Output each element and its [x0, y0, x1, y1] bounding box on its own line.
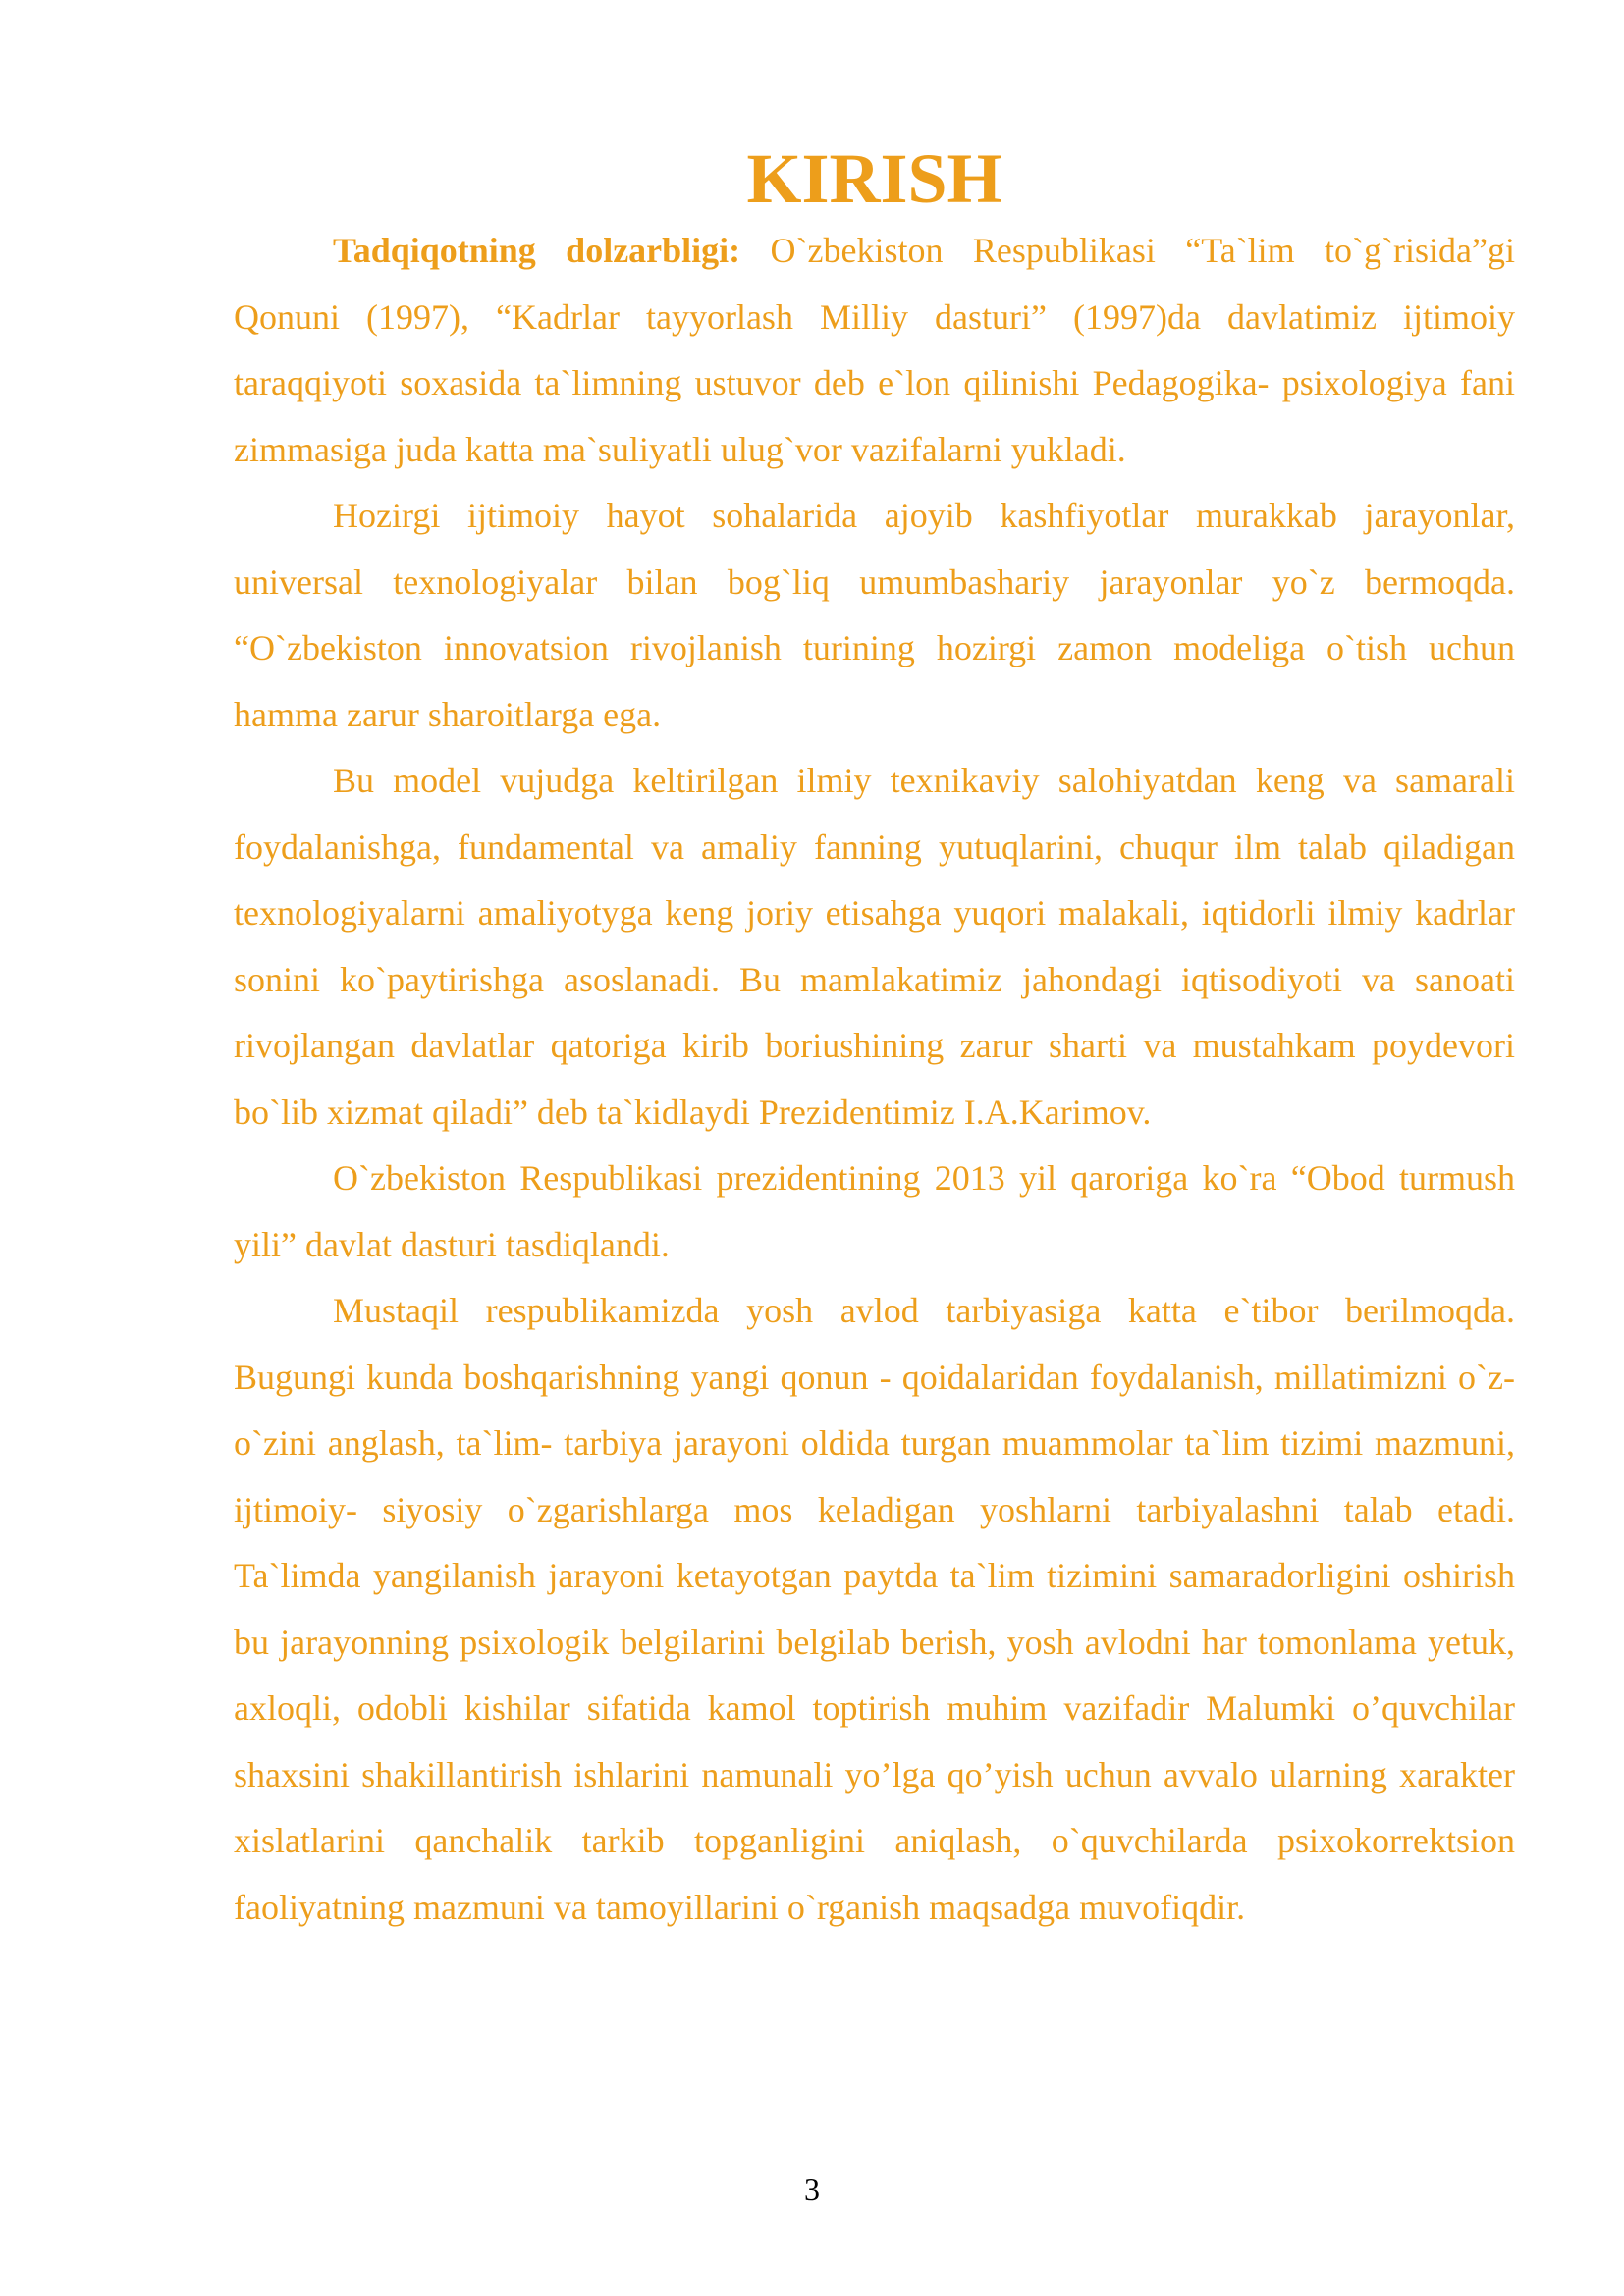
paragraph-relevance: [234, 218, 1515, 483]
relevance-heading: Tadqiqotning dolzarbligi:: [333, 231, 741, 270]
paragraph-2: Hozirgi ijtimoiy hayot sohalarida ajoyib kashfiyotlar murakkab jarayonlar, universal texnologiyalar bilan bog`liq umumbashariy jarayonlar yo`z bermoqda. “O`zbekiston innovatsion rivojlanish turining hozirgi zamon modeliga o`tish uchun hamma zarur sharoitlarga ega.: [234, 496, 1515, 734]
page-content: [234, 139, 1515, 1941]
page-number: 3: [804, 2171, 820, 2207]
relevance-text: O`zbekiston Respublikasi “Ta`lim to`g`risida”gi Qonuni (1997), “Kadrlar tayyorlash Milliy dasturi” (1997)da davlatimiz ijtimoiy taraqqiyoti soxasida ta`limning ustuvor deb e`lon qilinishi Pedagogika- psixologiya fani zimmasiga juda katta ma`suliyatli ulug`vor vazifalarni yukladi.: [234, 231, 1515, 469]
paragraph-3: Bu model vujudga keltirilgan ilmiy texnikaviy salohiyatdan keng va samarali foydalanishga, fundamental va amaliy fanning yutuqlarini, chuqur ilm talab qiladigan texnologiyalarni amaliyotyga keng joriy etisahga yuqori malakali, iqtidorli ilmiy kadrlar sonini ko`paytirishga asoslanadi. Bu mamlakatimiz jahondagi iqtisodiyoti va sanoati rivojlangan davlatlar qatoriga kirib boriushining zarur sharti va mustahkam poydevori bo`lib xizmat qiladi” deb ta`kidlaydi Prezidentimiz I.A.Karimov.: [234, 761, 1515, 1132]
section-title: KIRISH: [746, 139, 1002, 218]
paragraph-4: O`zbekiston Respublikasi prezidentining 2013 yil qaroriga ko`ra “Obod turmush yili” davlat dasturi tasdiqlandi.: [234, 1158, 1515, 1264]
paragraph-5: Mustaqil respublikamizda yosh avlod tarbiyasiga katta e`tibor berilmoqda. Bugungi kunda boshqarishning yangi qonun - qoidalaridan foydalanish, millatimizni o`z- o`zini anglash, ta`lim- tarbiya jarayoni oldida turgan muammolar ta`lim tizimi mazmuni, ijtimoiy- siyosiy o`zgarishlarga mos keladigan yoshlarni tarbiyalashni talab etadi. Ta`limda yangilanish jarayoni ketayotgan paytda ta`lim tizimini samaradorligini oshirish bu jarayonning psixologik belgilarini belgilab berish, yosh avlodni har tomonlama yetuk, axloqli, odobli kishilar sifatida kamol toptirish muhim vazifadir Malumki o’quvchilar shaxsini shakillantirish ishlarini namunali yo’lga qo’yish uchun avvalo ularning xarakter xislatlarini qanchalik tarkib topganligini aniqlash, o`quvchilarda psixokorrektsion faoliyatning mazmuni va tamoyillarini o`rganish maqsadga muvofiqdir.: [234, 1291, 1515, 1927]
